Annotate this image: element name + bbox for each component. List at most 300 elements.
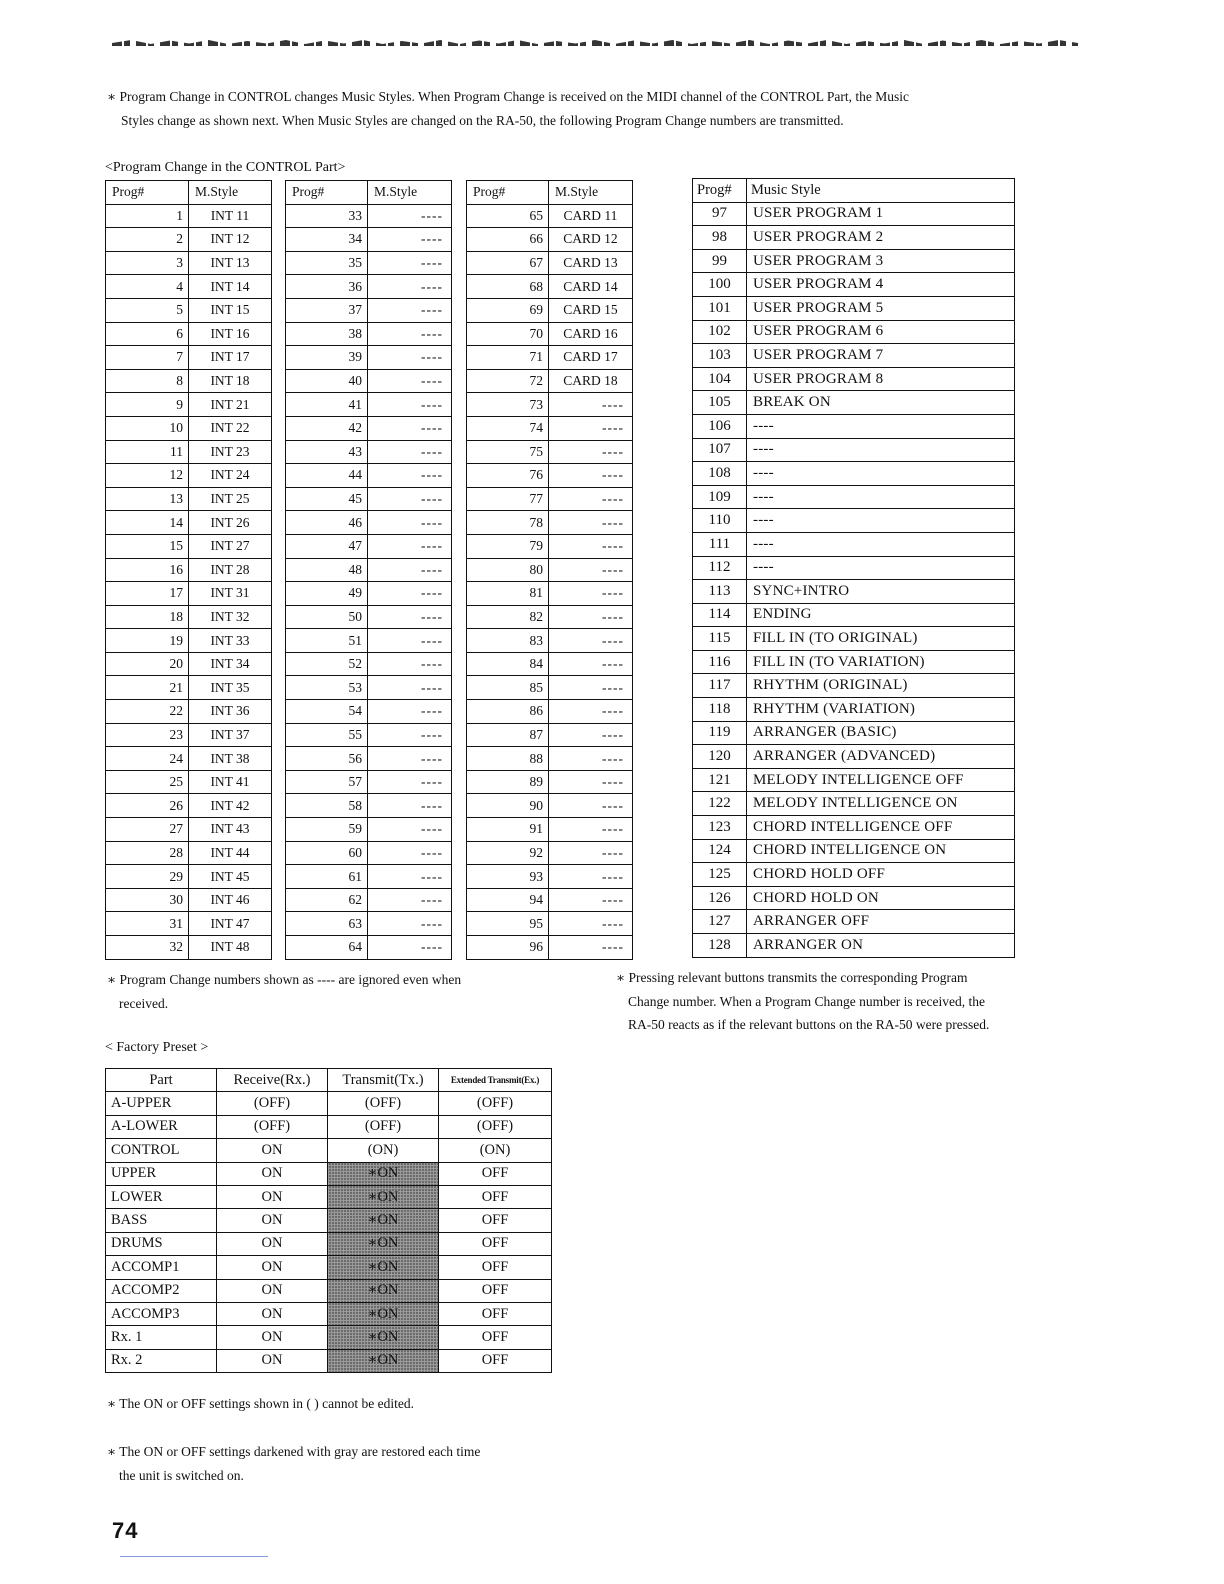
music-style: INT 34 (189, 652, 272, 676)
note-ignored (107, 968, 567, 1016)
table-row (286, 818, 452, 842)
table-row (467, 204, 633, 228)
part-name: ACCOMP2 (106, 1279, 217, 1302)
music-style: ---- (549, 487, 633, 511)
prog-number: 33 (286, 204, 368, 228)
music-style: ---- (368, 818, 452, 842)
table-row (467, 723, 633, 747)
music-style: CARD 13 (549, 251, 633, 275)
table-row (286, 322, 452, 346)
music-style: ---- (368, 582, 452, 606)
table-row (467, 936, 633, 960)
prog-number: 55 (286, 723, 368, 747)
table-row (106, 1139, 552, 1162)
table-row (106, 534, 272, 558)
table-row (106, 487, 272, 511)
note-pressing (616, 966, 1080, 1037)
prog-number: 41 (286, 393, 368, 417)
music-style: INT 18 (189, 369, 272, 393)
prog-number: 12 (106, 464, 189, 488)
table-row (467, 912, 633, 936)
table-row (106, 369, 272, 393)
prog-number: 32 (106, 936, 189, 960)
music-style: ---- (368, 275, 452, 299)
table-row (286, 228, 452, 252)
music-style: INT 16 (189, 322, 272, 346)
prog-number: 2 (106, 228, 189, 252)
table-row (693, 462, 1015, 486)
music-style: ---- (747, 532, 1015, 556)
music-style: ---- (549, 888, 633, 912)
music-style: CARD 14 (549, 275, 633, 299)
table-row (286, 770, 452, 794)
table-row (693, 792, 1015, 816)
table-row (106, 511, 272, 535)
music-style: CARD 18 (549, 369, 633, 393)
table-row (467, 676, 633, 700)
prog-number: 122 (693, 792, 747, 816)
prog-number: 72 (467, 369, 549, 393)
prog-number: 85 (467, 676, 549, 700)
table-row (106, 723, 272, 747)
table-row (467, 605, 633, 629)
music-style: ---- (368, 629, 452, 653)
extended-transmit-value: OFF (439, 1302, 552, 1325)
music-style: FILL IN (TO ORIGINAL) (747, 627, 1015, 651)
music-style: BREAK ON (747, 391, 1015, 415)
music-style: ARRANGER OFF (747, 910, 1015, 934)
prog-number: 73 (467, 393, 549, 417)
table-row (106, 275, 272, 299)
music-style: INT 23 (189, 440, 272, 464)
table-row (106, 558, 272, 582)
header-extended-transmit: Extended Transmit(Ex.) (439, 1069, 552, 1092)
table-row (106, 440, 272, 464)
note-ignored-line-2: received. (119, 996, 169, 1011)
music-style: ---- (549, 629, 633, 653)
table-row (467, 416, 633, 440)
music-style: ---- (368, 888, 452, 912)
music-style: ---- (368, 346, 452, 370)
prog-number: 18 (106, 605, 189, 629)
factory-preset-table (105, 1068, 552, 1373)
music-style: ---- (747, 485, 1015, 509)
music-style: INT 45 (189, 865, 272, 889)
music-style: ---- (549, 700, 633, 724)
music-style: ---- (549, 818, 633, 842)
music-style: ---- (368, 841, 452, 865)
music-style: ---- (549, 747, 633, 771)
music-style: ---- (549, 558, 633, 582)
receive-value: ON (217, 1185, 328, 1208)
transmit-value: ∗ON (328, 1326, 439, 1349)
prog-number: 34 (286, 228, 368, 252)
prog-number: 43 (286, 440, 368, 464)
table-row (106, 629, 272, 653)
music-style: ---- (747, 462, 1015, 486)
part-name: LOWER (106, 1185, 217, 1208)
prog-number: 4 (106, 275, 189, 299)
prog-number: 11 (106, 440, 189, 464)
prog-number: 79 (467, 534, 549, 558)
header-part: Part (106, 1069, 217, 1092)
prog-number: 80 (467, 558, 549, 582)
extended-transmit-value: OFF (439, 1209, 552, 1232)
transmit-value: ∗ON (328, 1185, 439, 1208)
extended-transmit-value: OFF (439, 1279, 552, 1302)
prog-number: 104 (693, 367, 747, 391)
table-row (286, 393, 452, 417)
music-style: ---- (747, 414, 1015, 438)
transmit-value: (OFF) (328, 1092, 439, 1115)
table-row (467, 888, 633, 912)
music-style: CHORD INTELLIGENCE ON (747, 839, 1015, 863)
prog-number: 46 (286, 511, 368, 535)
prog-number: 125 (693, 863, 747, 887)
music-style: SYNC+INTRO (747, 580, 1015, 604)
prog-number: 31 (106, 912, 189, 936)
table-row (286, 888, 452, 912)
table-row (106, 676, 272, 700)
music-style: ---- (549, 393, 633, 417)
extended-transmit-value: OFF (439, 1349, 552, 1372)
table-row (286, 204, 452, 228)
prog-number: 51 (286, 629, 368, 653)
music-style: INT 22 (189, 416, 272, 440)
music-style: ---- (368, 322, 452, 346)
table-row (467, 794, 633, 818)
prog-number: 27 (106, 818, 189, 842)
table-row (467, 369, 633, 393)
prog-number: 77 (467, 487, 549, 511)
prog-number: 63 (286, 912, 368, 936)
music-style: INT 15 (189, 298, 272, 322)
extended-transmit-value: OFF (439, 1232, 552, 1255)
table-row (106, 322, 272, 346)
music-style: INT 13 (189, 251, 272, 275)
header-style: M.Style (549, 181, 633, 205)
music-style: ---- (368, 723, 452, 747)
extended-transmit-value: (OFF) (439, 1092, 552, 1115)
table-row (286, 865, 452, 889)
table-row (106, 1092, 552, 1115)
prog-number: 128 (693, 934, 747, 958)
header-style: M.Style (368, 181, 452, 205)
prog-number: 65 (467, 204, 549, 228)
music-style: ---- (368, 700, 452, 724)
table-row (286, 605, 452, 629)
extended-transmit-value: OFF (439, 1162, 552, 1185)
prog-number: 99 (693, 249, 747, 273)
note-pressing-line-3: RA-50 reacts as if the relevant buttons on the RA-50 were pressed. (628, 1017, 990, 1032)
receive-value: ON (217, 1232, 328, 1255)
page-number: 74 (112, 1518, 139, 1543)
table-row (286, 629, 452, 653)
prog-number: 101 (693, 296, 747, 320)
table-row (467, 275, 633, 299)
prog-number: 53 (286, 676, 368, 700)
table-row (693, 910, 1015, 934)
table-row (693, 438, 1015, 462)
prog-number: 39 (286, 346, 368, 370)
prog-number: 118 (693, 698, 747, 722)
music-style: ---- (368, 204, 452, 228)
prog-number: 23 (106, 723, 189, 747)
note-pressing-line-1: ∗ Pressing relevant buttons transmits the corresponding Program (616, 970, 968, 985)
prog-number: 26 (106, 794, 189, 818)
table-row (106, 393, 272, 417)
prog-number: 75 (467, 440, 549, 464)
part-name: BASS (106, 1209, 217, 1232)
music-style: ---- (368, 487, 452, 511)
table-row (106, 1279, 552, 1302)
music-style: ARRANGER (BASIC) (747, 721, 1015, 745)
part-name: A-UPPER (106, 1092, 217, 1115)
prog-number: 13 (106, 487, 189, 511)
music-style: INT 43 (189, 818, 272, 842)
prog-number: 76 (467, 464, 549, 488)
music-style: ---- (368, 369, 452, 393)
prog-number: 42 (286, 416, 368, 440)
receive-value: (OFF) (217, 1092, 328, 1115)
table-row (693, 273, 1015, 297)
table-row (286, 700, 452, 724)
prog-number: 35 (286, 251, 368, 275)
prog-number: 84 (467, 652, 549, 676)
prog-number: 24 (106, 747, 189, 771)
music-style: MELODY INTELLIGENCE ON (747, 792, 1015, 816)
prog-number: 3 (106, 251, 189, 275)
music-style: INT 35 (189, 676, 272, 700)
music-style: ---- (368, 558, 452, 582)
prog-number: 116 (693, 650, 747, 674)
table-row (106, 936, 272, 960)
music-style: USER PROGRAM 7 (747, 344, 1015, 368)
prog-number: 109 (693, 485, 747, 509)
note-gray-line-2: the unit is switched on. (119, 1468, 244, 1483)
table-row (467, 700, 633, 724)
table-row (693, 863, 1015, 887)
intro-line-1: ∗ Program Change in CONTROL changes Music Styles. When Program Change is received on the MIDI channel of the CONTROL Part, the Music (107, 89, 910, 104)
program-table-3 (466, 180, 633, 960)
extended-transmit-value: OFF (439, 1256, 552, 1279)
table-row (467, 393, 633, 417)
music-style: USER PROGRAM 6 (747, 320, 1015, 344)
prog-number: 68 (467, 275, 549, 299)
table-row (693, 886, 1015, 910)
music-style: ---- (747, 438, 1015, 462)
prog-number: 1 (106, 204, 189, 228)
program-table-4 (692, 178, 1015, 958)
prog-number: 69 (467, 298, 549, 322)
prog-number: 105 (693, 391, 747, 415)
table-row (106, 1115, 552, 1138)
music-style: ---- (549, 912, 633, 936)
music-style: INT 36 (189, 700, 272, 724)
music-style: INT 21 (189, 393, 272, 417)
intro-line-2: Styles change as shown next. When Music Styles are changed on the RA-50, the following Program Change numbers are transmitted. (121, 113, 844, 128)
prog-number: 70 (467, 322, 549, 346)
prog-number: 88 (467, 747, 549, 771)
prog-number: 100 (693, 273, 747, 297)
music-style: ---- (368, 440, 452, 464)
prog-number: 21 (106, 676, 189, 700)
music-style: USER PROGRAM 8 (747, 367, 1015, 391)
transmit-value: ∗ON (328, 1279, 439, 1302)
prog-number: 102 (693, 320, 747, 344)
music-style: ---- (747, 556, 1015, 580)
table-row (106, 818, 272, 842)
table-row (693, 650, 1015, 674)
prog-number: 119 (693, 721, 747, 745)
transmit-value: (ON) (328, 1139, 439, 1162)
table-row (693, 839, 1015, 863)
table-row (467, 346, 633, 370)
table-row (286, 794, 452, 818)
music-style: ---- (549, 794, 633, 818)
prog-number: 91 (467, 818, 549, 842)
transmit-value: ∗ON (328, 1256, 439, 1279)
note-gray (107, 1440, 577, 1488)
prog-number: 92 (467, 841, 549, 865)
table-row (467, 558, 633, 582)
music-style: ---- (549, 723, 633, 747)
table-row (467, 770, 633, 794)
header-music-style: Music Style (747, 179, 1015, 203)
prog-number: 48 (286, 558, 368, 582)
prog-number: 97 (693, 202, 747, 226)
program-table-2 (285, 180, 452, 960)
receive-value: ON (217, 1256, 328, 1279)
table-row (693, 627, 1015, 651)
prog-number: 20 (106, 652, 189, 676)
table-row (693, 556, 1015, 580)
part-name: CONTROL (106, 1139, 217, 1162)
music-style: CARD 11 (549, 204, 633, 228)
table-row (106, 582, 272, 606)
table-row (467, 865, 633, 889)
table-row (693, 509, 1015, 533)
prog-number: 86 (467, 700, 549, 724)
prog-number: 37 (286, 298, 368, 322)
program-change-title: <Program Change in the CONTROL Part> (105, 160, 346, 175)
prog-number: 103 (693, 344, 747, 368)
music-style: CARD 16 (549, 322, 633, 346)
music-style: ARRANGER (ADVANCED) (747, 745, 1015, 769)
table-row (106, 770, 272, 794)
music-style: INT 11 (189, 204, 272, 228)
table-row (467, 464, 633, 488)
prog-number: 8 (106, 369, 189, 393)
music-style: ---- (549, 936, 633, 960)
prog-number: 111 (693, 532, 747, 556)
table-row (286, 676, 452, 700)
table-row (106, 794, 272, 818)
table-row (467, 511, 633, 535)
music-style: ---- (549, 865, 633, 889)
prog-number: 61 (286, 865, 368, 889)
receive-value: ON (217, 1139, 328, 1162)
table-row (106, 700, 272, 724)
prog-number: 67 (467, 251, 549, 275)
music-style: CHORD HOLD OFF (747, 863, 1015, 887)
prog-number: 126 (693, 886, 747, 910)
music-style: CARD 12 (549, 228, 633, 252)
music-style: ---- (549, 416, 633, 440)
transmit-value: (OFF) (328, 1115, 439, 1138)
prog-number: 56 (286, 747, 368, 771)
music-style: ---- (368, 865, 452, 889)
table-row (286, 841, 452, 865)
prog-number: 115 (693, 627, 747, 651)
prog-number: 78 (467, 511, 549, 535)
table-row (286, 298, 452, 322)
table-row (286, 464, 452, 488)
part-name: Rx. 1 (106, 1326, 217, 1349)
table-row (106, 1302, 552, 1325)
music-style: ---- (549, 676, 633, 700)
table-row (106, 841, 272, 865)
music-style: INT 44 (189, 841, 272, 865)
prog-number: 66 (467, 228, 549, 252)
table-row (106, 204, 272, 228)
program-table-1 (105, 180, 272, 960)
table-row (286, 416, 452, 440)
music-style: INT 26 (189, 511, 272, 535)
music-style: ---- (368, 464, 452, 488)
prog-number: 98 (693, 226, 747, 250)
music-style: ENDING (747, 603, 1015, 627)
table-row (693, 603, 1015, 627)
music-style: ---- (368, 912, 452, 936)
music-style: INT 31 (189, 582, 272, 606)
table-row (693, 391, 1015, 415)
table-row (286, 251, 452, 275)
music-style: INT 28 (189, 558, 272, 582)
note-ignored-line-1: ∗ Program Change numbers shown as ---- are ignored even when (107, 972, 462, 987)
prog-number: 110 (693, 509, 747, 533)
prog-number: 81 (467, 582, 549, 606)
prog-number: 50 (286, 605, 368, 629)
prog-number: 30 (106, 888, 189, 912)
table-row (106, 464, 272, 488)
music-style: ---- (368, 534, 452, 558)
table-row (286, 912, 452, 936)
table-row (693, 674, 1015, 698)
receive-value: ON (217, 1162, 328, 1185)
prog-number: 87 (467, 723, 549, 747)
music-style: INT 17 (189, 346, 272, 370)
table-row (286, 534, 452, 558)
table-row (693, 296, 1015, 320)
music-style: CHORD INTELLIGENCE OFF (747, 816, 1015, 840)
music-style: ---- (368, 298, 452, 322)
prog-number: 29 (106, 865, 189, 889)
receive-value: ON (217, 1302, 328, 1325)
prog-number: 108 (693, 462, 747, 486)
note-gray-line-1: ∗ The ON or OFF settings darkened with gray are restored each time (107, 1444, 481, 1459)
receive-value: ON (217, 1349, 328, 1372)
table-row (467, 747, 633, 771)
table-row (106, 416, 272, 440)
music-style: RHYTHM (VARIATION) (747, 698, 1015, 722)
prog-number: 64 (286, 936, 368, 960)
prog-number: 93 (467, 865, 549, 889)
music-style: ---- (368, 251, 452, 275)
table-row (467, 629, 633, 653)
prog-number: 95 (467, 912, 549, 936)
part-name: ACCOMP1 (106, 1256, 217, 1279)
